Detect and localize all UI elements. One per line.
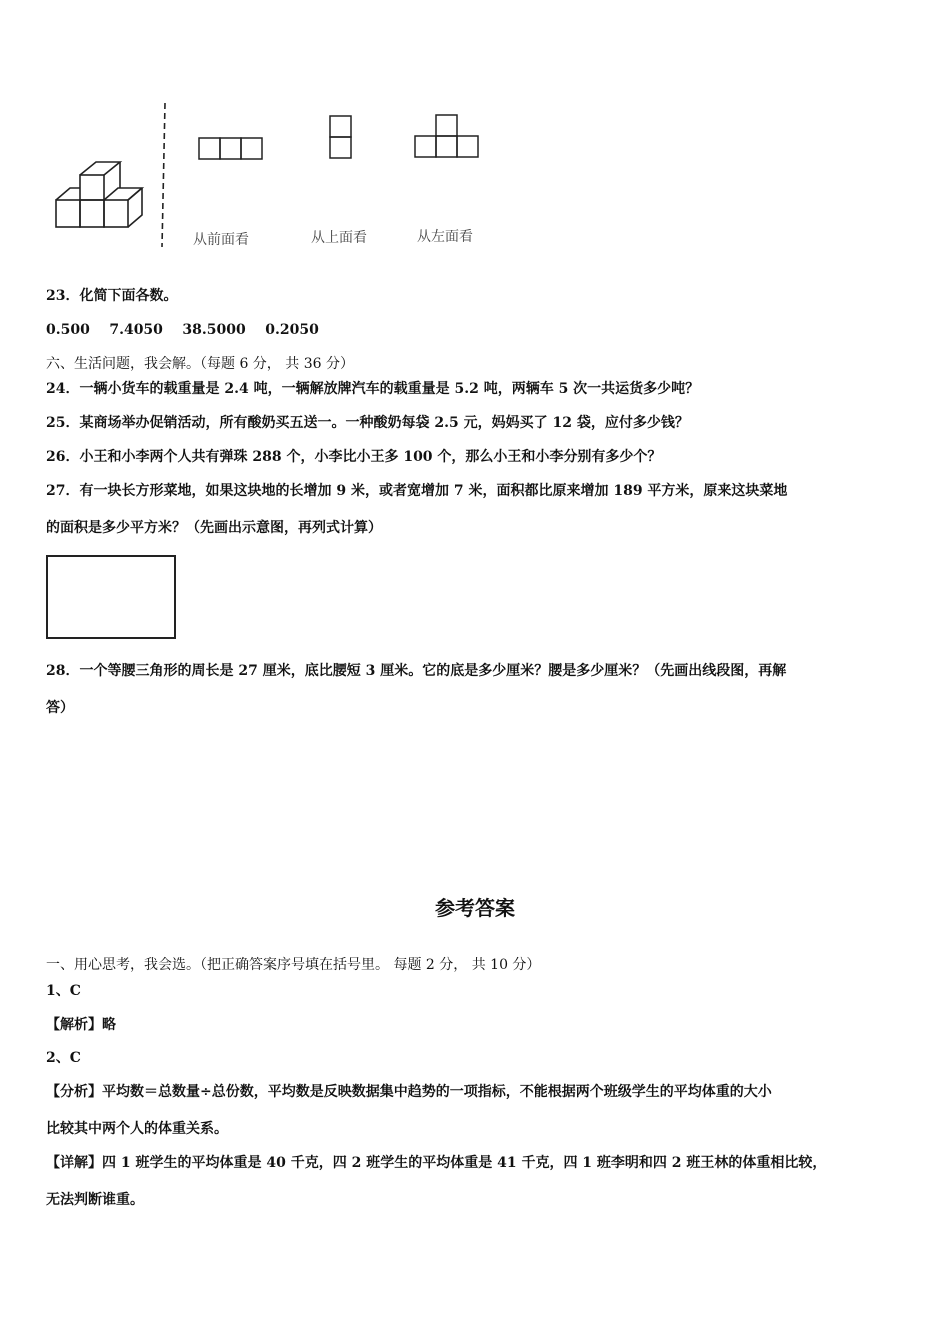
top-view-label: 从上面看 bbox=[311, 230, 367, 246]
front-view-shape bbox=[199, 138, 262, 159]
question-23-numbers: 0.500 7.4050 38.5000 0.2050 bbox=[46, 322, 319, 338]
answer-2: 2、C bbox=[46, 1050, 81, 1066]
cube-views-figure bbox=[40, 95, 500, 255]
answer-2-analysis-line-2: 比较其中两个人的体重关系。 bbox=[46, 1121, 228, 1137]
answer-1-analysis: 【解析】略 bbox=[46, 1017, 116, 1033]
question-28-line-1: 28．一个等腰三角形的周长是 27 厘米，底比腰短 3 厘米。它的底是多少厘米？腰是多少厘米？（先画出线段图，再解 bbox=[46, 663, 787, 679]
answer-2-detail-line-1: 【详解】四 1 班学生的平均体重是 40 千克，四 2 班学生的平均体重是 41 千克，四 1 班李明和四 2 班王林的体重相比较， bbox=[46, 1155, 827, 1171]
question-27-line-1: 27．有一块长方形菜地，如果这块地的长增加 9 米，或者宽增加 7 米，面积都比原来增加 189 平方米，原来这块菜地 bbox=[46, 483, 788, 499]
question-28-line-2: 答） bbox=[46, 700, 74, 716]
rectangle-sketch-box bbox=[46, 555, 176, 639]
left-view-label: 从左面看 bbox=[417, 229, 473, 245]
question-26: 26．小王和小李两个人共有弹珠 288 个，小李比小王多 100 个，那么小王和小李分别有多少个？ bbox=[46, 449, 662, 465]
answer-2-analysis-line-1: 【分析】平均数＝总数量÷总份数，平均数是反映数据集中趋势的一项指标，不能根据两个班级学生的平均体重的大小 bbox=[46, 1084, 772, 1100]
answer-2-detail-line-2: 无法判断谁重。 bbox=[46, 1192, 144, 1208]
left-view-shape bbox=[415, 115, 478, 157]
question-24: 24．一辆小货车的载重量是 2.4 吨，一辆解放牌汽车的载重量是 5.2 吨，两辆车 5 次一共运货多少吨？ bbox=[46, 381, 700, 397]
top-view-shape bbox=[330, 116, 351, 158]
dashed-divider bbox=[162, 103, 165, 247]
isometric-cubes bbox=[56, 162, 142, 227]
section-6-heading: 六、生活问题，我会解。（每题 6 分， 共 36 分） bbox=[46, 356, 354, 372]
front-view-label: 从前面看 bbox=[193, 232, 249, 248]
question-25: 25．某商场举办促销活动，所有酸奶买五送一。一种酸奶每袋 2.5 元，妈妈买了 12 袋，应付多少钱？ bbox=[46, 415, 689, 431]
answers-section-1-heading: 一、用心思考，我会选。（把正确答案序号填在括号里。 每题 2 分， 共 10 分） bbox=[46, 957, 541, 973]
question-27-line-2: 的面积是多少平方米？（先画出示意图，再列式计算） bbox=[46, 520, 382, 536]
answers-title: 参考答案 bbox=[435, 896, 515, 920]
question-23: 23．化简下面各数。 bbox=[46, 288, 178, 304]
answer-1: 1、C bbox=[46, 983, 81, 999]
